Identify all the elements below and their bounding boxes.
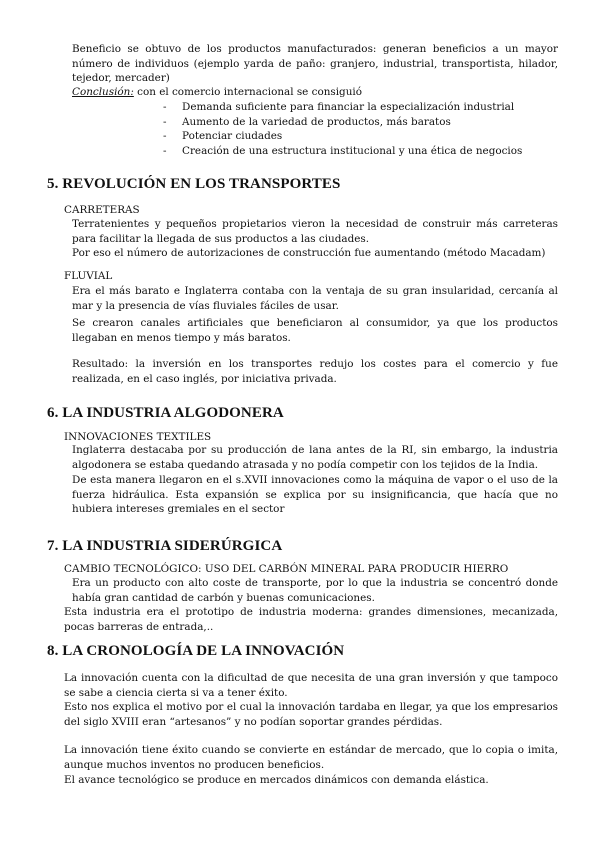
list-item: - Potenciar ciudades bbox=[163, 129, 563, 144]
list-item: - Creación de una estructura institucional y una ética de negocios bbox=[163, 144, 563, 159]
cronologia-paragraph-1: La innovación cuenta con la dificultad de que necesita de una gran inversión y que tampoco se sabe a ciencia cierta si va a tener éxito. bbox=[64, 672, 558, 699]
conclusion-label: Conclusión: bbox=[72, 86, 134, 98]
cronologia-paragraph-4: El avance tecnológico se produce en mercados dinámicos con demanda elástica. bbox=[64, 774, 489, 786]
fluvial-label: FLUVIAL bbox=[64, 270, 113, 282]
carreteras-label: CARRETERAS bbox=[64, 204, 140, 216]
section-7-title: 7. LA INDUSTRIA SIDERÚRGICA bbox=[47, 538, 283, 554]
carreteras-paragraph-2: Por eso el número de autorizaciones de construcción fue aumentando (método Macadam) bbox=[72, 247, 546, 259]
conclusion-list bbox=[163, 100, 563, 158]
cronologia-paragraph-2: Esto nos explica el motivo por el cual la innovación tardaba en llegar, ya que los empresarios del siglo XVIII eran “artesanos” y no podían soportar grandes pérdidas. bbox=[64, 701, 558, 728]
fluvial-paragraph-1: Era el más barato e Inglaterra contaba con la ventaja de su gran insularidad, cercanía al mar y la presencia de vías fluviales fáciles de usar. bbox=[72, 285, 558, 312]
beneficio-paragraph: Beneficio se obtuvo de los productos manufacturados: generan beneficios a un mayor número de individuos (ejemplo yarda de paño: granjero, industrial, transportista, hilador, tejedor, mercader) bbox=[72, 43, 558, 85]
resultado-paragraph: Resultado: la inversión en los transportes redujo los costes para el comercio y fue realizada, en el caso inglés, por iniciativa privada. bbox=[72, 358, 558, 385]
fluvial-paragraph-2: Se crearon canales artificiales que beneficiaron al consumidor, ya que los productos llegaban en menos tiempo y más baratos. bbox=[72, 317, 558, 344]
algodonera-paragraph-1: Inglaterra destacaba por su producción de lana antes de la RI, sin embargo, la industria algodonera se estaba quedando atrasada y no podía competir con los tejidos de la India. bbox=[72, 444, 558, 471]
innovaciones-label: INNOVACIONES TEXTILES bbox=[64, 431, 212, 443]
list-item: - Aumento de la variedad de productos, más baratos bbox=[163, 115, 563, 130]
siderurgica-paragraph-2: Esta industria era el prototipo de industria moderna: grandes dimensiones, mecanizada, pocas barreras de entrada,.. bbox=[64, 606, 558, 633]
conclusion-text: con el comercio internacional se consiguió bbox=[133, 86, 362, 98]
algodonera-paragraph-2: De esta manera llegaron en el s.XVII innovaciones como la máquina de vapor o el uso de la fuerza hidráulica. Esta expansión se explica por su insignificancia, que hacía que no hubiera intereses gremiales en el sector bbox=[72, 474, 558, 516]
carreteras-paragraph-1: Terratenientes y pequeños propietarios vieron la necesidad de construir más carreteras para facilitar la llegada de sus productos a las ciudades. bbox=[72, 218, 558, 245]
cambio-tecnologico-label: CAMBIO TECNOLÓGICO: USO DEL CARBÓN MINERAL PARA PRODUCIR HIERRO bbox=[64, 563, 509, 575]
cronologia-paragraph-3: La innovación tiene éxito cuando se convierte en estándar de mercado, que lo copia o imita, aunque muchos inventos no producen beneficios. bbox=[64, 744, 558, 771]
list-item: - Demanda suficiente para financiar la especialización industrial bbox=[163, 100, 563, 115]
section-5-title: 5. REVOLUCIÓN EN LOS TRANSPORTES bbox=[47, 176, 341, 192]
siderurgica-paragraph-1: Era un producto con alto coste de transporte, por lo que la industria se concentró donde había gran cantidad de carbón y buenas comunicaciones. bbox=[72, 577, 558, 604]
conclusion-line bbox=[72, 85, 558, 100]
section-8-title: 8. LA CRONOLOGÍA DE LA INNOVACIÓN bbox=[47, 643, 345, 659]
section-6-title: 6. LA INDUSTRIA ALGODONERA bbox=[47, 405, 284, 421]
